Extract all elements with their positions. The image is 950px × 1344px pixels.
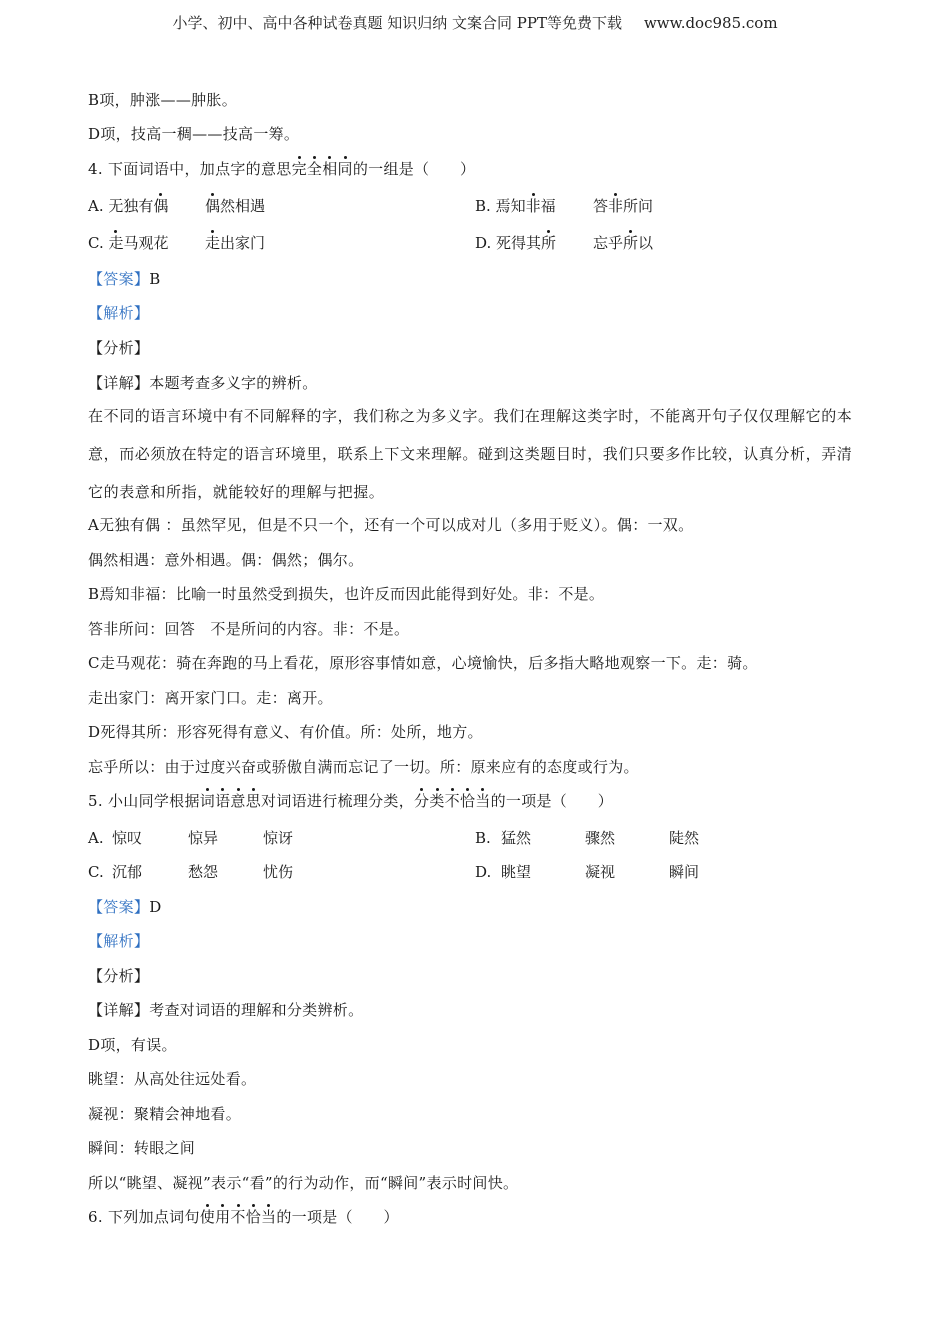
page-header bbox=[0, 12, 950, 33]
dotted-char: 全 bbox=[306, 160, 323, 178]
q4-option-c bbox=[88, 233, 169, 253]
option-text: 所问 bbox=[623, 197, 654, 215]
q4-xiangjie bbox=[88, 373, 318, 393]
q5-stem-mid: 对词语进行梳理分类， bbox=[261, 792, 415, 810]
dotted-char: 不 bbox=[444, 792, 460, 810]
q4-explain-line: 答非所问：回答 不是所问的内容。非：不是。 bbox=[88, 620, 410, 638]
option-text: 以 bbox=[638, 234, 654, 252]
dotted-char: 思 bbox=[245, 792, 262, 810]
option-label: D. bbox=[475, 234, 497, 252]
q5-option-b-word: 猛然 bbox=[501, 829, 532, 847]
answer-value: D bbox=[149, 898, 162, 916]
q5-stem-before: 5. 小山同学根据 bbox=[88, 792, 200, 810]
q5-option-d-word: 眺望 bbox=[501, 863, 532, 881]
dotted-char: 恰 bbox=[245, 1208, 262, 1226]
dotted-char: 语 bbox=[215, 792, 231, 810]
q4-explain-line: 走出家门：离开家门口。走：离开。 bbox=[88, 689, 333, 707]
q4-explain-line: A无独有偶 ：虽然罕见，但是不只一个，还有一个可以成对儿（多用于贬义）。偶：一双。 bbox=[88, 516, 694, 534]
option-text: 无独有 bbox=[108, 197, 154, 215]
xiangjie-tag: 【详解】 bbox=[88, 374, 150, 392]
q4-stem bbox=[88, 159, 475, 179]
q5-option-d-label: D. bbox=[475, 863, 492, 881]
q5-option-a-word: 惊讶 bbox=[263, 829, 294, 847]
q4-explain-line: 偶然相遇：意外相遇。偶：偶然；偶尔。 bbox=[88, 551, 364, 569]
q5-option-a-word: 惊叹 bbox=[112, 829, 143, 847]
option-text: 出家门 bbox=[220, 234, 266, 252]
dotted-char: 完 bbox=[291, 160, 307, 178]
q4-option-b bbox=[475, 196, 556, 216]
q5-option-c-label: C. bbox=[88, 863, 104, 881]
q5-explain-line: 眺望：从高处往远处看。 bbox=[88, 1070, 257, 1088]
q5-fenxi: 【分析】 bbox=[88, 967, 150, 985]
q5-option-a-label: A. bbox=[88, 829, 104, 847]
option-text: 福 bbox=[540, 197, 556, 215]
q4-paragraph: 在不同的语言环境中有不同解释的字，我们称之为多义字。我们在理解这类字时，不能离开句子仅仅理解它的本意，而必须放在特定的语言环境里，联系上下文来理解。碰到这类题目时，我们只要多作比较，认真分析，弄清它的表意和所指，就能较好的理解与把握。 bbox=[88, 407, 853, 501]
option-label: B. bbox=[475, 197, 496, 215]
xiangjie-text: 本题考查多义字的辨析。 bbox=[149, 374, 318, 392]
option-label: A. bbox=[88, 197, 109, 215]
q4-explain-line: B焉知非福：比喻一时虽然受到损失，也许反而因此能得到好处。非：不是。 bbox=[88, 585, 605, 603]
dotted-char: 相 bbox=[322, 160, 338, 178]
q6-stem-before: 6. 下列加点词句 bbox=[88, 1208, 200, 1226]
q5-option-a-word: 惊异 bbox=[188, 829, 219, 847]
option-text: 焉知 bbox=[495, 197, 526, 215]
dotted-char: 偶 bbox=[205, 197, 221, 215]
q4-option-b-2 bbox=[593, 196, 653, 216]
q5-stem bbox=[88, 791, 613, 811]
option-text: 答 bbox=[593, 197, 609, 215]
q4-fenxi: 【分析】 bbox=[88, 339, 150, 357]
answer-tag: 【答案】 bbox=[88, 270, 150, 288]
q5-explain-line: 凝视：聚精会神地看。 bbox=[88, 1105, 242, 1123]
q5-answer bbox=[88, 897, 162, 917]
q4-explain-line: D死得其所：形容死得有意义、有价值。所：处所，地方。 bbox=[88, 723, 483, 741]
q5-option-c-word: 沉郁 bbox=[112, 863, 143, 881]
dotted-char: 走 bbox=[205, 234, 221, 252]
xiangjie-text: 考查对词语的理解和分类辨析。 bbox=[149, 1001, 364, 1019]
q4-option-d bbox=[475, 233, 556, 253]
dotted-char: 使 bbox=[199, 1208, 216, 1226]
q5-explain-line: 瞬间：转眼之间 bbox=[88, 1139, 196, 1157]
dotted-char: 分 bbox=[414, 792, 430, 810]
xiangjie-tag: 【详解】 bbox=[88, 1001, 150, 1019]
q4-stem-before: 4. 下面词语中，加点字的意思 bbox=[88, 160, 292, 178]
q4-stem-after: 的一组是（ ） bbox=[352, 160, 476, 178]
dotted-char: 用 bbox=[215, 1208, 231, 1226]
q4-option-d-2 bbox=[593, 233, 653, 253]
dotted-char: 当 bbox=[475, 792, 491, 810]
q4-explain-line: 忘乎所以：由于过度兴奋或骄傲自满而忘记了一切。所：原来应有的态度或行为。 bbox=[88, 758, 639, 776]
q4-option-a bbox=[88, 196, 168, 216]
dotted-char: 不 bbox=[230, 1208, 246, 1226]
q5-option-b-word: 陡然 bbox=[669, 829, 700, 847]
q5-option-b-label: B. bbox=[475, 829, 491, 847]
header-title: 小学、初中、高中各种试卷真题 知识归纳 文案合同 PPT等免费下载 bbox=[172, 14, 622, 32]
dotted-char: 词 bbox=[199, 792, 216, 810]
header-site: www.doc985.com bbox=[643, 14, 778, 32]
q6-stem bbox=[88, 1207, 399, 1227]
q4-explain-line: C走马观花：骑在奔跑的马上看花，原形容事情如意，心境愉快，后多指大略地观察一下。走：骑。 bbox=[88, 654, 758, 672]
q4-answer bbox=[88, 269, 161, 289]
q5-stem-after: 的一项是（ ） bbox=[490, 792, 614, 810]
q5-jiexi-tag: 【解析】 bbox=[88, 932, 150, 950]
q4-option-a-2 bbox=[205, 196, 265, 216]
dotted-char: 非 bbox=[608, 197, 624, 215]
d-item-line: D项，技高一稠——技高一筹。 bbox=[88, 125, 300, 143]
q5-xiangjie bbox=[88, 1000, 363, 1020]
q5-explain-line: 所以“眺望、凝视”表示“看”的行为动作，而“瞬间”表示时间快。 bbox=[88, 1174, 519, 1192]
dotted-char: 同 bbox=[337, 160, 353, 178]
q5-option-d-word: 瞬间 bbox=[669, 863, 700, 881]
dotted-char: 所 bbox=[623, 234, 639, 252]
q4-jiexi-tag: 【解析】 bbox=[88, 304, 150, 322]
dotted-char: 偶 bbox=[153, 197, 169, 215]
option-text: 然相遇 bbox=[220, 197, 266, 215]
dotted-char: 所 bbox=[541, 234, 557, 252]
option-label: C. bbox=[88, 234, 109, 252]
q4-option-c-2 bbox=[205, 233, 265, 253]
b-item-line: B项，肿涨——肿胀。 bbox=[88, 91, 238, 109]
q6-stem-after: 的一项是（ ） bbox=[276, 1208, 399, 1226]
q5-explain-line: D项，有误。 bbox=[88, 1036, 177, 1054]
dotted-char: 意 bbox=[230, 792, 246, 810]
option-text: 忘乎 bbox=[593, 234, 624, 252]
q5-option-d-word: 凝视 bbox=[585, 863, 616, 881]
option-text: 马观花 bbox=[123, 234, 169, 252]
dotted-char: 当 bbox=[261, 1208, 277, 1226]
dotted-char: 走 bbox=[108, 234, 124, 252]
dotted-char: 恰 bbox=[459, 792, 476, 810]
q5-option-b-word: 骤然 bbox=[585, 829, 616, 847]
dotted-char: 类 bbox=[429, 792, 445, 810]
dotted-char: 非 bbox=[525, 197, 541, 215]
answer-value: B bbox=[149, 270, 161, 288]
q5-option-c-word: 忧伤 bbox=[263, 863, 294, 881]
option-text: 死得其 bbox=[496, 234, 542, 252]
q5-option-c-word: 愁怨 bbox=[188, 863, 219, 881]
answer-tag: 【答案】 bbox=[88, 898, 150, 916]
